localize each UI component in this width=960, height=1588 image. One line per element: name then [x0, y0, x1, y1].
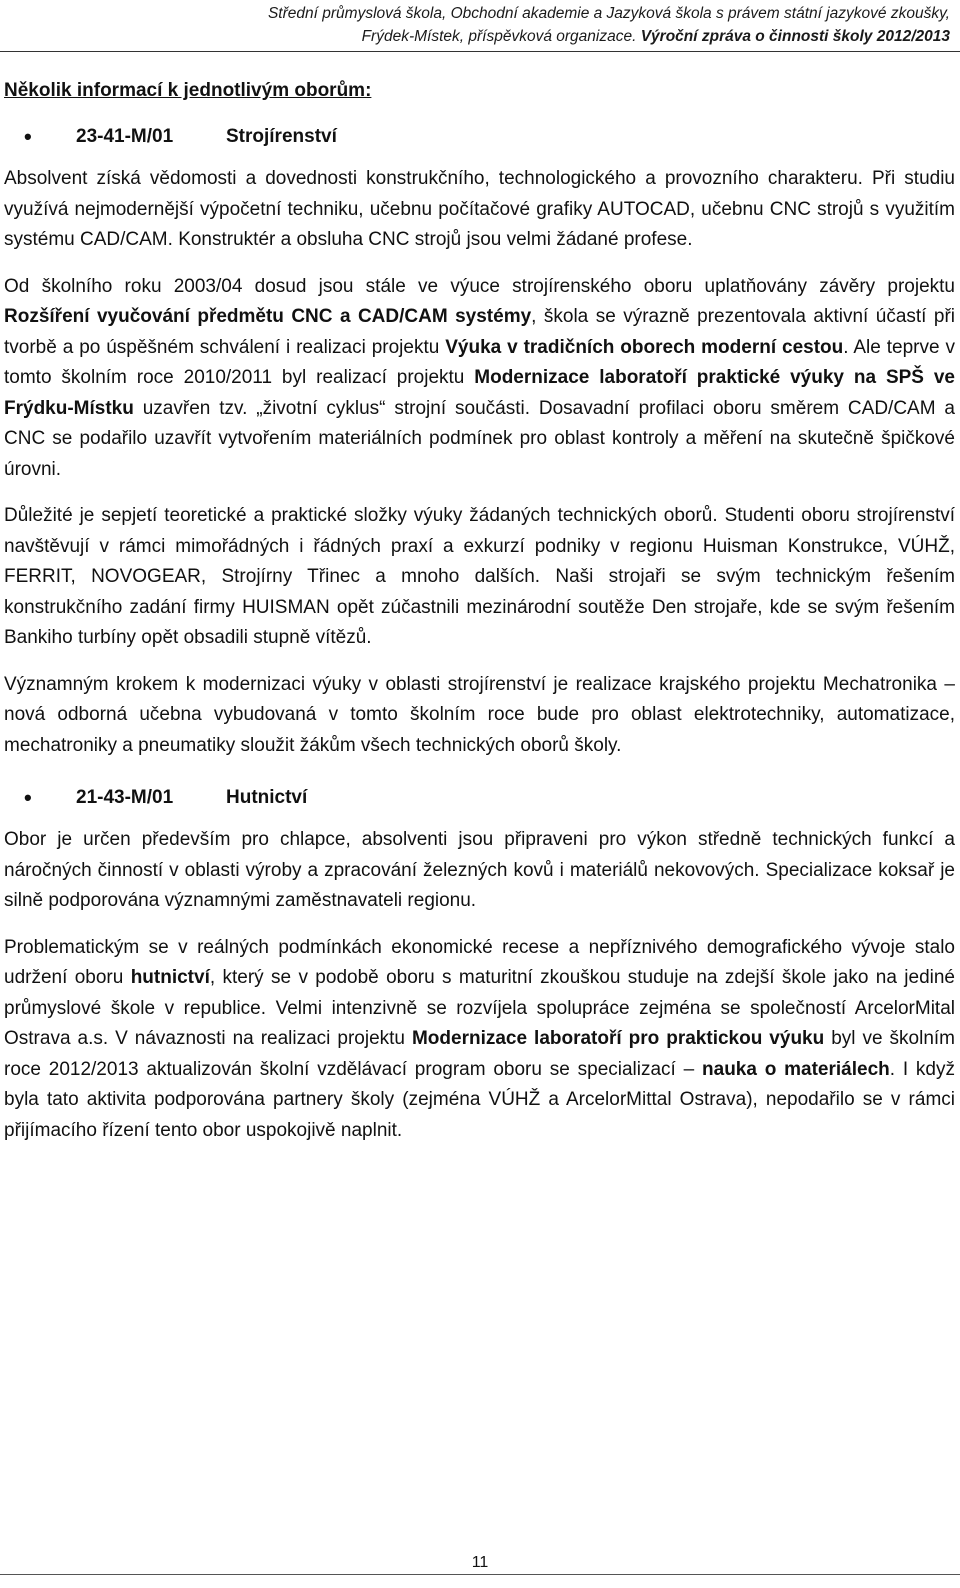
project-name: Modernizace laboratoří pro praktickou výuku: [411, 1028, 825, 1049]
text-run: byl ve školním roce 2012/2013 aktualizován školní vzdělávací program oboru se specializací –: [4, 1028, 956, 1080]
text-run: . I když byla tato aktivita podporována partnery školy (zejména VÚHŽ a ArcelorMittal Ostrava), nepodařilo se v rámci přijímacího řízení tento obor uspokojivě naplnit.: [4, 1058, 955, 1141]
page-header: [0, 2, 950, 48]
text-run: , který se v podobě oboru s maturitní zkouškou studuje na zdejší škole jako na jediné průmyslové škole v republice. Velmi intenzivně se rozvíjela spolupráce zejména se společností ArcelorMital Ostrava a.s. V návaznosti na realizaci projektu: [4, 967, 955, 1049]
header-report-title: Výroční zpráva o činnosti školy 2012/2013: [640, 28, 950, 45]
field-bullet-hutnictvi: [4, 783, 955, 813]
field-name: Hutnictví: [226, 787, 308, 808]
text-run: Od školního roku 2003/04 dosud jsou stále ve výuce strojírenského oboru uplatňovány závěry projektu: [4, 275, 955, 297]
header-line-2: [0, 25, 950, 48]
paragraph-hutnictvi-intro: Obor je určen především pro chlapce, absolventi jsou připraveni pro výkon středně technických funkcí a náročných činností v oblasti výroby a zpracování železných kovů i materiálů nekovových. Specializace koksař je silně podporována významnými zaměstnavateli regionu.: [4, 829, 955, 911]
project-name: Modernizace laboratoří praktické výuky na SPŠ ve Frýdku-Místku: [4, 367, 955, 419]
paragraph-cnc-projects: [4, 272, 955, 486]
field-name: Strojírenství: [226, 126, 337, 147]
project-name: Výuka v tradičních oborech moderní cestou: [445, 336, 844, 358]
paragraph-hutnictvi-problems: [4, 933, 955, 1147]
text-run: . Ale teprve v tomto školním roce 2010/2011 byl realizací projektu: [4, 336, 955, 388]
paragraph-absolvent: Absolvent získá vědomosti a dovednosti konstrukčního, technologického a provozního charakteru. Při studiu využívá nejmodernější výpočetní techniku, učebnu počítačové grafiky AUTOCAD, učebnu CNC strojů s využitím systému CAD/CAM. Konstruktér a obsluha CNC strojů jsou velmi žádané profese.: [4, 168, 955, 250]
paragraph-mechatronika: Významným krokem k modernizaci výuky v oblasti strojírenství je realizace krajského projektu Mechatronika – nová odborná učebna vybudovaná v tomto školním roce bude pro oblast elektrotechniky, automatizace, mechatroniky a pneumatiky sloužit žákům všech technických oborů školy.: [4, 673, 955, 756]
page-number: 11: [471, 1554, 489, 1571]
project-name: Rozšíření vyučování předmětu CNC a CAD/CAM systémy: [4, 306, 532, 327]
field-code: 23-41-M/01: [76, 126, 174, 147]
text-run: uzavřen tzv. „životní cyklus“ strojní součásti. Dosavadní profilaci oboru směrem CAD/CAM a CNC se podařilo uzavřít vytvořením materiálních podmínek pro oblast kontroly a měření na skutečně špičkové úrovni.: [4, 397, 955, 480]
document-body: [4, 70, 955, 1162]
text-run: Problematickým se v reálných podmínkách ekonomické recese a nepříznivého demografického vývoje stalo udržení oboru: [4, 936, 955, 988]
text-run: , škola se výrazně prezentovala aktivní účastí při tvorbě a po úspěšném schválení i realizaci projektu: [4, 306, 956, 358]
section-title: Několik informací k jednotlivým oborům:: [4, 80, 372, 101]
header-org: Frýdek-Místek, příspěvková organizace.: [361, 28, 637, 45]
header-divider: [0, 51, 960, 52]
header-line-1: Střední průmyslová škola, Obchodní akademie a Jazyková škola s právem státní jazykové zkoušky,: [267, 5, 950, 22]
emphasis: hutnictví: [130, 967, 210, 988]
footer-divider: [0, 1574, 960, 1575]
paragraph-practice: Důležité je sepjetí teoretické a praktické složky výuky žádaných technických oborů. Studenti oboru strojírenství navštěvují v rámci mimořádných i řádných praxí a exkurzí podniky v regionu Huisman Konstrukce, VÚHŽ, FERRIT, NOVOGEAR, Strojírny Třinec a mnoho dalších. Naši strojaři se svým technickým řešením konstrukčního zadání firmy HUISMAN opět zúčastnili mezinárodní soutěže Den strojaře, kde se svým řešením Bankiho turbíny opět obsadili stupně vítězů.: [4, 505, 955, 648]
field-bullet-strojirenstvi: [4, 122, 955, 152]
specialization-name: nauka o materiálech: [702, 1058, 890, 1080]
field-code: 21-43-M/01: [76, 787, 174, 808]
